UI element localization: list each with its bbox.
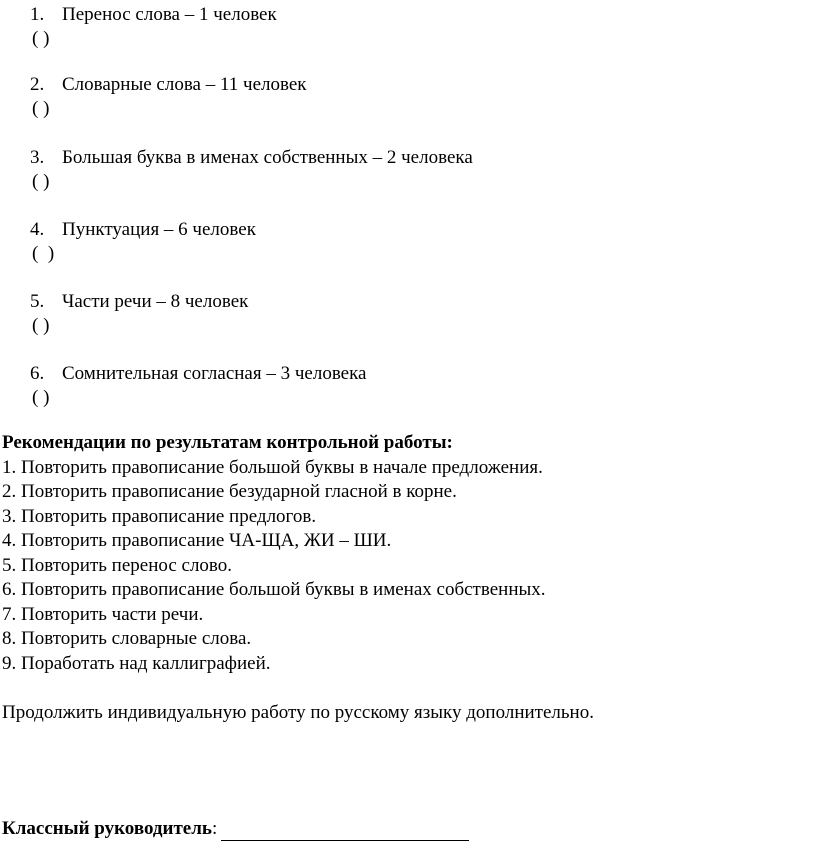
error-item-number: 3.	[30, 147, 45, 168]
error-item-text: Большая буква в именах собственных – 2 человека	[62, 147, 473, 168]
error-item-text: Пунктуация – 6 человек	[62, 219, 256, 240]
error-item-4	[30, 218, 256, 266]
error-item-count-placeholder: ( )	[32, 387, 50, 408]
error-item-5	[30, 290, 248, 338]
signature-label: Классный руководитель	[2, 818, 212, 839]
error-item-number: 4.	[30, 219, 45, 240]
error-item-number: 6.	[30, 363, 45, 384]
recommendations-section	[2, 431, 546, 676]
recommendation-item: 6. Повторить правописание большой буквы в именах собственных.	[2, 579, 546, 600]
continue-work-note: Продолжить индивидуальную работу по русскому языку дополнительно.	[2, 702, 594, 723]
error-item-number: 5.	[30, 291, 45, 312]
error-item-count-placeholder: ( )	[32, 171, 50, 192]
error-item-text: Словарные слова – 11 человек	[62, 74, 307, 95]
recommendation-item: 5. Повторить перенос слово.	[2, 554, 233, 576]
recommendation-item: 4. Повторить правописание ЧА-ЩА, ЖИ – ШИ.	[2, 530, 392, 551]
signature-colon: :	[211, 818, 218, 839]
error-item-2	[30, 73, 307, 121]
recommendation-item: 3. Повторить правописание предлогов.	[2, 505, 317, 527]
signature-line	[221, 820, 469, 841]
error-item-count-placeholder: ( )	[32, 243, 55, 264]
recommendation-item: 8. Повторить словарные слова.	[2, 628, 252, 649]
recommendation-item: 7. Повторить части речи.	[2, 603, 204, 625]
error-item-count-placeholder: ( )	[32, 98, 50, 119]
error-item-text: Части речи – 8 человек	[62, 291, 249, 312]
error-item-number: 1.	[30, 4, 45, 25]
signature-block	[2, 817, 469, 841]
error-item-3	[30, 146, 473, 194]
error-item-count-placeholder: ( )	[32, 28, 50, 49]
error-item-6	[30, 362, 366, 410]
error-item-count-placeholder: ( )	[32, 315, 50, 336]
error-item-text: Перенос слова – 1 человек	[62, 4, 277, 25]
recommendations-title: Рекомендации по результатам контрольной работы:	[2, 432, 453, 453]
error-item-1	[30, 3, 277, 51]
recommendation-item: 9. Поработать над каллиграфией.	[2, 652, 271, 674]
recommendation-item: 2. Повторить правописание безударной гласной в корне.	[2, 481, 457, 502]
error-item-text: Сомнительная согласная – 3 человека	[62, 363, 367, 384]
error-item-number: 2.	[30, 74, 45, 95]
recommendation-item: 1. Повторить правописание большой буквы в начале предложения.	[2, 456, 543, 478]
